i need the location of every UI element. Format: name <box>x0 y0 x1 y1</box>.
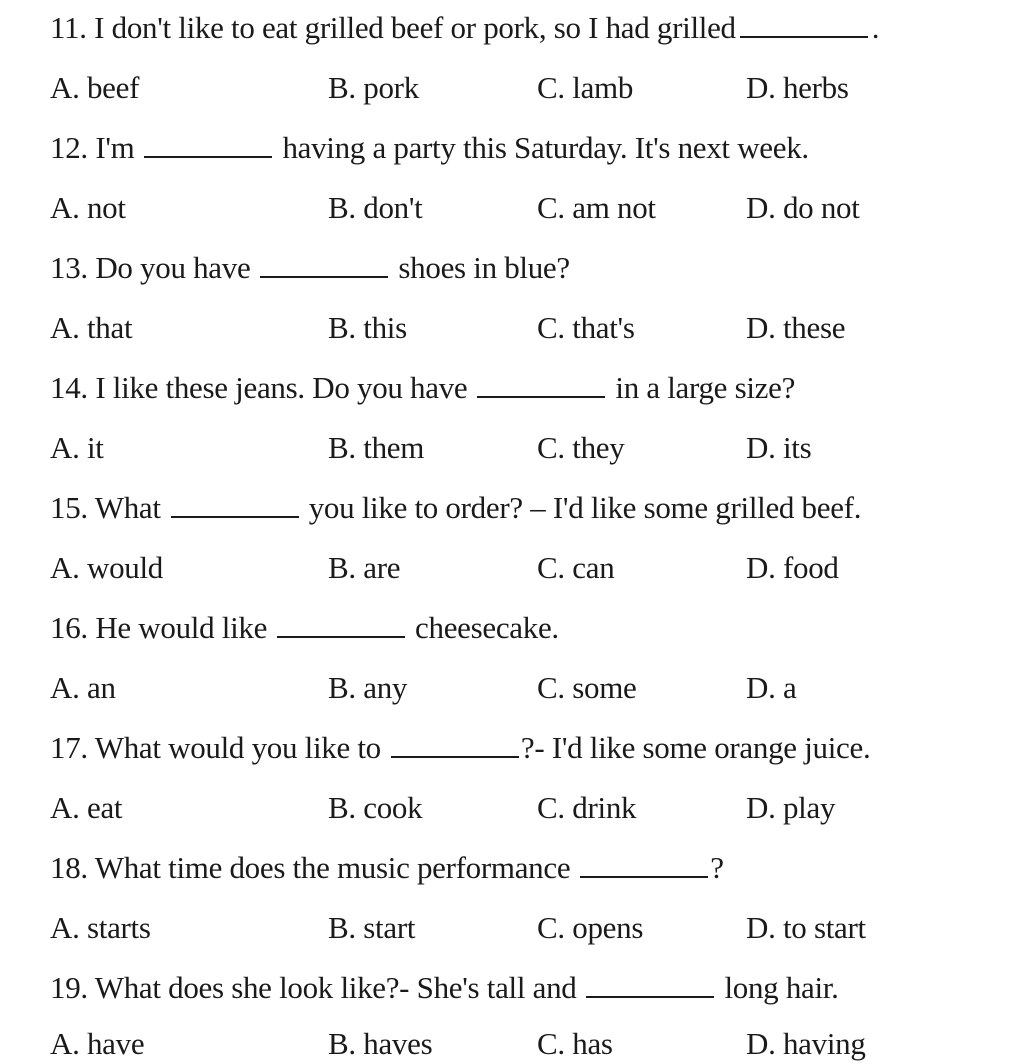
options-19 <box>50 1024 1010 1064</box>
options-12 <box>50 188 1010 228</box>
question-18 <box>50 848 724 888</box>
option-c: C. opens <box>537 910 644 945</box>
option-a: A. eat <box>50 790 123 825</box>
answer-blank <box>144 132 272 158</box>
question-number: 13. <box>50 250 88 285</box>
question-number: 15. <box>50 490 88 525</box>
options-18 <box>50 908 1010 948</box>
answer-blank <box>580 852 708 878</box>
answer-blank <box>740 12 868 38</box>
question-number: 16. <box>50 610 88 645</box>
question-text-after: ?- I'd like some orange juice. <box>520 730 871 765</box>
option-c: C. they <box>537 430 625 465</box>
option-a: A. that <box>50 310 133 345</box>
option-d: D. a <box>746 670 797 705</box>
question-text-after: cheesecake. <box>415 610 559 645</box>
option-b: B. any <box>328 670 408 705</box>
option-b: B. start <box>328 910 416 945</box>
question-text-after: having a party this Saturday. It's next week. <box>282 130 809 165</box>
answer-blank <box>586 972 714 998</box>
answer-blank <box>277 612 405 638</box>
option-b: B. them <box>328 430 425 465</box>
option-a: A. not <box>50 190 126 225</box>
option-d: D. having <box>746 1026 866 1061</box>
question-text-before: What time does the music performance <box>94 850 571 885</box>
option-b: B. are <box>328 550 401 585</box>
question-14 <box>50 368 795 408</box>
option-c: C. drink <box>537 790 637 825</box>
option-c: C. that's <box>537 310 635 345</box>
question-13 <box>50 248 570 288</box>
option-b: B. cook <box>328 790 423 825</box>
question-text-after: . <box>871 10 880 45</box>
question-number: 19. <box>50 970 88 1005</box>
question-text-after: long hair. <box>724 970 839 1005</box>
option-b: B. haves <box>328 1026 433 1061</box>
question-text-before: I don't like to eat grilled beef or pork, so I had grilled <box>94 10 736 45</box>
options-17 <box>50 788 1010 828</box>
question-16 <box>50 608 559 648</box>
options-16 <box>50 668 1010 708</box>
option-a: A. it <box>50 430 104 465</box>
option-c: C. am not <box>537 190 656 225</box>
question-11 <box>50 8 879 48</box>
options-15 <box>50 548 1010 588</box>
option-d: D. food <box>746 550 839 585</box>
question-text-after: shoes in blue? <box>398 250 570 285</box>
question-19 <box>50 968 839 1008</box>
options-14 <box>50 428 1010 468</box>
question-text-before: What <box>94 490 161 525</box>
option-d: D. these <box>746 310 846 345</box>
option-b: B. pork <box>328 70 419 105</box>
option-a: A. would <box>50 550 163 585</box>
option-c: C. lamb <box>537 70 634 105</box>
option-a: A. have <box>50 1026 145 1061</box>
question-text-before: He would like <box>95 610 268 645</box>
question-text-before: I'm <box>95 130 135 165</box>
option-c: C. has <box>537 1026 613 1061</box>
question-number: 14. <box>50 370 88 405</box>
question-text-before: What does she look like?- She's tall and <box>94 970 577 1005</box>
question-text-before: I like these jeans. Do you have <box>95 370 468 405</box>
question-text-after: ? <box>710 850 724 885</box>
answer-blank <box>171 492 299 518</box>
question-text-before: What would you like to <box>94 730 381 765</box>
question-15 <box>50 488 861 528</box>
options-11 <box>50 68 1010 108</box>
question-number: 12. <box>50 130 88 165</box>
option-d: D. play <box>746 790 836 825</box>
option-d: D. to start <box>746 910 866 945</box>
option-a: A. an <box>50 670 116 705</box>
option-a: A. starts <box>50 910 151 945</box>
question-17 <box>50 728 870 768</box>
option-d: D. do not <box>746 190 860 225</box>
question-text-after: you like to order? – I'd like some grilled beef. <box>308 490 862 525</box>
question-number: 11. <box>50 10 87 45</box>
option-d: D. its <box>746 430 812 465</box>
option-d: D. herbs <box>746 70 849 105</box>
option-c: C. can <box>537 550 615 585</box>
question-number: 17. <box>50 730 88 765</box>
option-a: A. beef <box>50 70 140 105</box>
question-text-before: Do you have <box>95 250 251 285</box>
options-13 <box>50 308 1010 348</box>
option-c: C. some <box>537 670 637 705</box>
question-number: 18. <box>50 850 88 885</box>
question-text-after: in a large size? <box>615 370 796 405</box>
question-12 <box>50 128 809 168</box>
answer-blank <box>477 372 605 398</box>
answer-blank <box>260 252 388 278</box>
option-b: B. don't <box>328 190 423 225</box>
option-b: B. this <box>328 310 407 345</box>
answer-blank <box>391 732 519 758</box>
